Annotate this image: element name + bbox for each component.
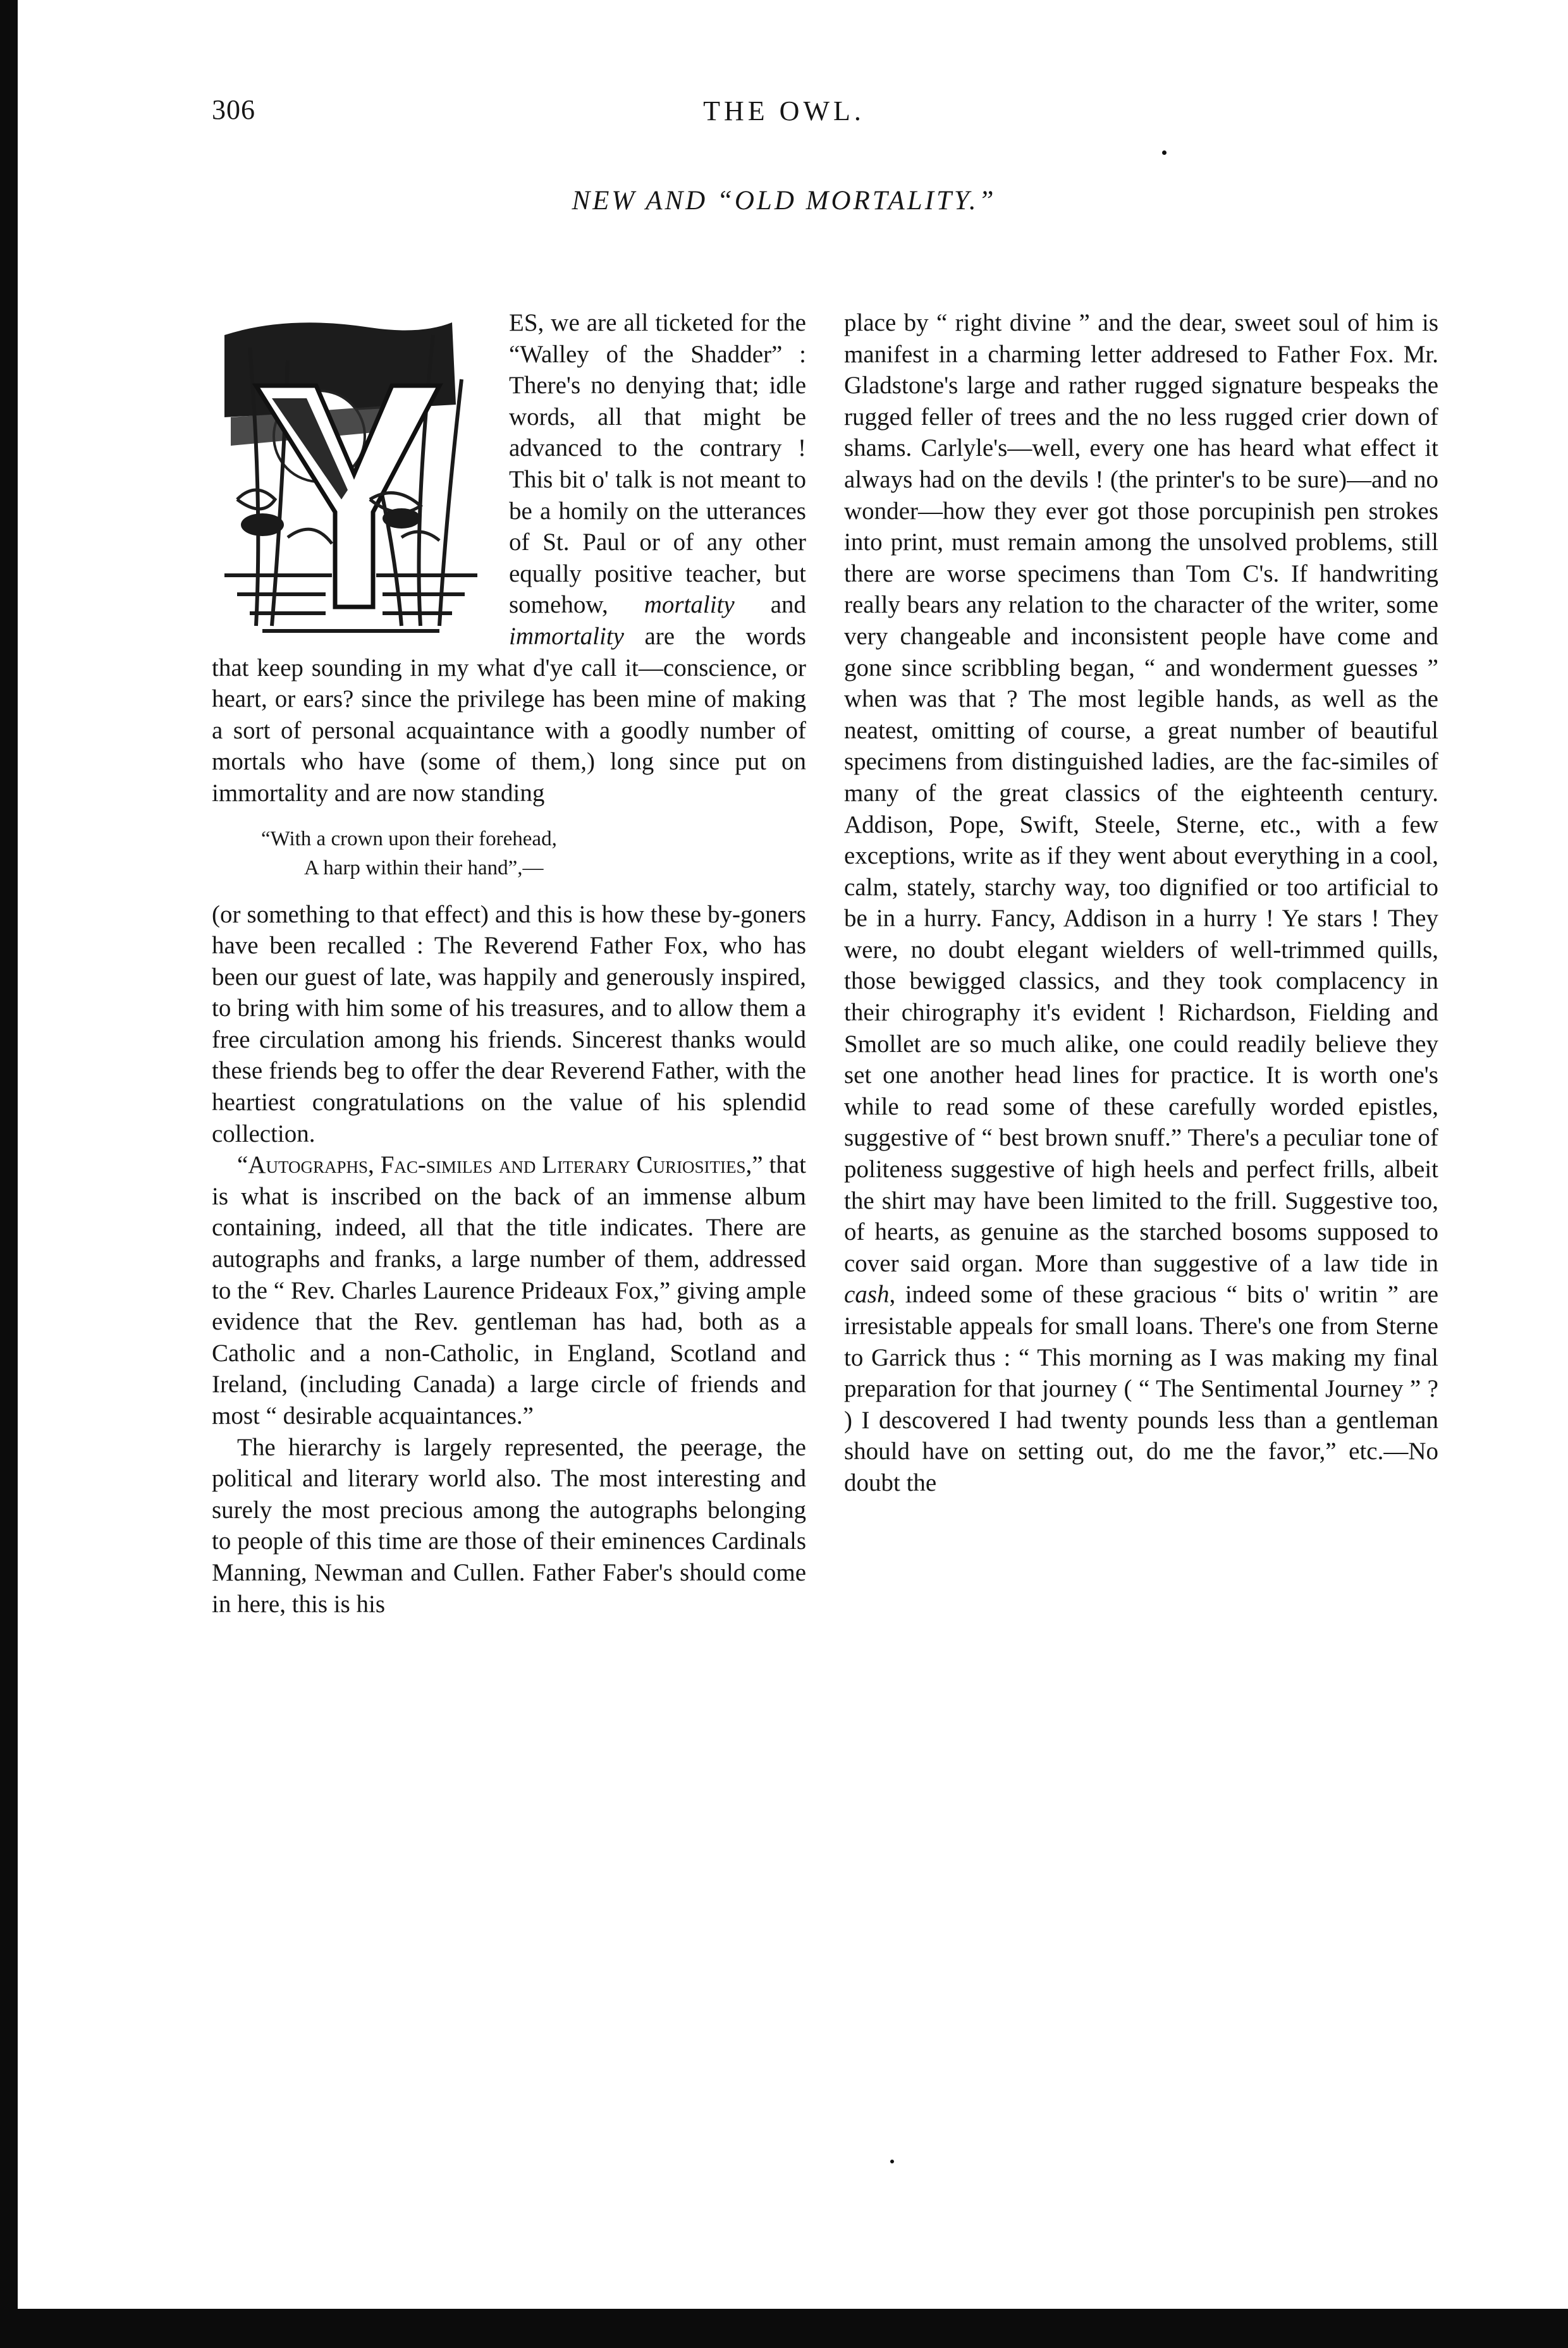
drop-cap-illustration [212,310,495,644]
continued-text-end: , indeed some of these gracious “ bits o' writin ” are irresistable appeals for small loans. There's one from Sterne to Garrick thus : “ This morning as I was making my final preparation for that journey ( “ The Sentimental Journey ” ? ) I descovered I had twenty pounds less than a gentleman should have on setting out, do me the favor,” etc.—No doubt the [844,1281,1438,1496]
paragraph-2: (or something to that effect) and this is how these by-goners have been recalled : The Reverend Father Fox, who has been our guest of late, was happily and generously inspired, to bring with him some of his treasures, and to allow them a free circulation among his friends. Sincerest thanks would these friends beg to offer the dear Reverend Father, with the heartiest congratulations on the value of his splendid collection. [212,900,806,1147]
paragraph-4: The hierarchy is largely represented, the peerage, the political and literary world also. The most interesting and surely the most precious among the autographs belonging to people of this time are those of their eminences Cardinals Manning, Newman and Cullen. Father Faber's should come in here, this is his [212,1433,806,1618]
verse-quotation [261,824,806,883]
emphasis-immortality: immortality [509,622,624,650]
continued-text: place by “ right divine ” and the dear, sweet soul of him is manifest in a charming letter addresed to Father Fox. Mr. Gladstone's large and rather rugged signature bespeaks the rugged feller of trees and the no less rugged crier down of shams. Carlyle's—well, every one has heard what effect it always had on the devils ! (the printer's to be sure)—and no wonder—how they ever got those porcupinish pen strokes into print, must remain among the unsolved problems, still there are worse specimens than Tom C's. If handwriting really bears any relation to the character of the writer, some very changeable and inconsistent people have come and gone since scribbling began, “ and wonderment guesses ” when was that ? The most legible hands, as well as the neatest, omitting of course, a great number of beautiful specimens from distinguished ladies, are the fac-similes of many of the great classics of the eighteenth century. Addison, Pope, Swift, Steele, Sterne, etc., with a few exceptions, write as if they went about everything in a cool, calm, stately, starchy way, too dignified or too artificial to be in a hurry. Fancy, Addison in a hurry ! Ye stars ! They were, no doubt elegant wielders of well-trimmed quills, those bewigged classics, and they took complacency in their chirography it's evident ! Richardson, Fielding and Smollet are so much alike, one could readily believe they set one another head lines for practice. It is worth one's while to read some of these carefully worded epistles, suggestive of “ best brown snuff.” There's a peculiar tone of politeness suggestive of high heels and perfect frills, albeit the shirt may have been limited to the frill. Suggestive too, of hearts, as genuine as the starched bosoms supposed to cover said organ. More than suggestive of a law tide in [844,309,1438,1277]
right-column [844,307,1438,1499]
article-title: NEW AND “OLD MORTALITY.” [572,186,996,216]
opening-text: ES, we are all ticketed for the “Walley of the Shadder” : There's no denying that; idle words, all that might be advanced to the contrary ! This bit o' talk is not meant to be a homily on the utterances of St. Paul or of any other equally positive teacher, but somehow, [509,309,806,619]
paragraph-3-text: that is what is inscribed on the back of an immense album containing, indeed, all that the title indicates. There are autographs and franks, a large number of them, addressed to the “ Rev. Charles Laurence Prideaux Fox,” giving ample evidence that the Rev. gentleman has had, both as a Catholic and a non-Catholic, in England, Scotland and Ireland, (including Canada) a large circle of friends and most “ desirable acquaintances.” [212,1151,806,1429]
drop-cap-vignette [212,310,495,644]
verse-line-2: A harp within their hand”,— [304,856,544,879]
album-title: “Autographs, Fac-similes and Literary Curiosities,” [237,1151,763,1179]
opening-text-end: are the words that keep sounding in my what d'ye call it—conscience, or heart, or ears? since the privilege has been mine of making a sort of personal acquaintance with a goodly number of mortals who have (some of them,) long since put on immortality and are now standing [212,622,806,807]
page-number: 306 [212,94,255,125]
opening-text-mid: and [734,591,806,619]
paragraph-continued [844,307,1438,1499]
scan-speck [1162,150,1167,155]
scan-speck [890,2160,894,2163]
verse-line-1: “With a crown upon their forehead, [261,827,557,850]
scan-edge-bottom [0,2309,1568,2348]
running-head: THE OWL. [703,95,865,126]
left-column [212,307,806,1620]
emphasis-cash: cash [844,1281,890,1309]
paragraph-3 [212,1149,806,1431]
emphasis-mortality: mortality [644,591,735,619]
